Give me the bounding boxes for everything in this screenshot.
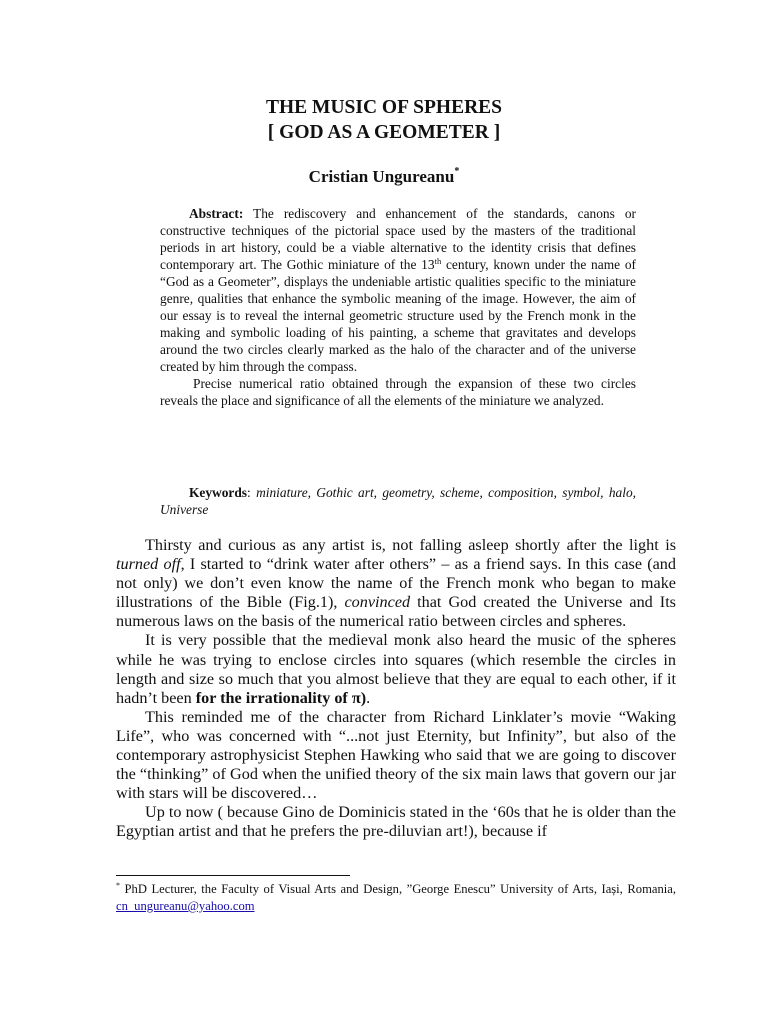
body-paragraph-3: This reminded me of the character from Richard Linklater’s movie “Waking Life”, who was concerned with “...not just Eternity, but Infinity”, but also of the contemporary astrophysicist Stephen Hawking who said that we are going to discover the “thinking” of God when the unified theory of the six main laws that govern our jar with stars will be discovered… <box>116 707 676 803</box>
body-p1-emphasis-1: turned off <box>116 555 181 574</box>
abstract-block <box>160 205 636 409</box>
footnote <box>116 881 676 915</box>
keywords-block <box>160 484 636 518</box>
author-footnote-mark: * <box>454 166 460 177</box>
abstract-superscript: th <box>434 256 442 266</box>
abstract-text-1b: century, known under the name of “God as a Geometer”, displays the undeniable artistic qualities specific to the miniature genre, qualities that enhance the symbolic meaning of the image. However, the aim of our essay is to reveal the internal geometric structure used by the French monk in the making and symbolic loading of his painting, a scheme that gravitates and develops around the two circles clearly marked as the halo of the character and of the universe created by him through the compass. <box>160 257 636 374</box>
body-p1-text-a: Thirsty and curious as any artist is, not falling asleep shortly after the light is <box>145 536 676 554</box>
abstract-label: Abstract: <box>189 206 244 221</box>
abstract-text-1a: The rediscovery and enhancement of the standards, canons or constructive techniques of the pictorial space used by the masters of the traditional periods in art history, could be a viable alternative to the identity crisis that defines contemporary art. The Gothic miniature of the 13 <box>160 206 636 272</box>
body-paragraph-1 <box>116 536 676 631</box>
body-p2-bold: for the irrationality of π) <box>195 688 367 707</box>
author-name: Cristian Ungureanu <box>308 167 455 186</box>
footnote-divider <box>116 875 350 876</box>
footnote-mark: * <box>116 881 120 890</box>
author-line <box>0 166 768 187</box>
keywords-separator: : <box>247 485 257 500</box>
body-p1-emphasis-2: convinced <box>344 593 411 612</box>
body-p1-text-b: , I started to “drink water after others” – as a friend says. In this case (and not only) we don’t even know the name of the French monk who began to make illustrations of the Bible (Fig.1), <box>116 555 676 612</box>
body-paragraph-4: Up to now ( because Gino de Dominicis stated in the ‘60s that he is older than the Egyptian artist and that he prefers the pre-diluvian art!), because if <box>116 803 676 841</box>
body-p2-text-b: . <box>366 688 371 707</box>
keywords-label: Keywords <box>189 485 248 500</box>
body-p2-text-a: It is very possible that the medieval monk also heard the music of the spheres while he was trying to enclose circles into squares (which resemble the circles in length and size so much that you almost believe that they are equal to each other, if it hadn’t been <box>116 631 676 707</box>
abstract-paragraph-1 <box>160 205 636 375</box>
title-line-1: THE MUSIC OF SPHERES <box>265 97 503 118</box>
paper-title <box>0 95 768 145</box>
title-line-2: [ GOD AS A GEOMETER ] <box>267 122 501 143</box>
body-text <box>116 536 676 842</box>
keywords-values: miniature, Gothic art, geometry, scheme, composition, symbol, halo, Universe <box>160 485 636 517</box>
footnote-email-link[interactable]: cn_ungureanu@yahoo.com <box>116 899 255 913</box>
body-paragraph-2 <box>116 631 676 707</box>
body-p1-text-c: that God created the Universe and Its numerous laws on the basis of the numerical ratio between circles and spheres. <box>116 593 676 631</box>
footnote-text: PhD Lecturer, the Faculty of Visual Arts and Design, ”George Enescu” University of Arts, Iași, Romania, <box>120 882 676 896</box>
abstract-paragraph-2: Precise numerical ratio obtained through the expansion of these two circles reveals the place and significance of all the elements of the miniature we analyzed. <box>160 376 636 408</box>
